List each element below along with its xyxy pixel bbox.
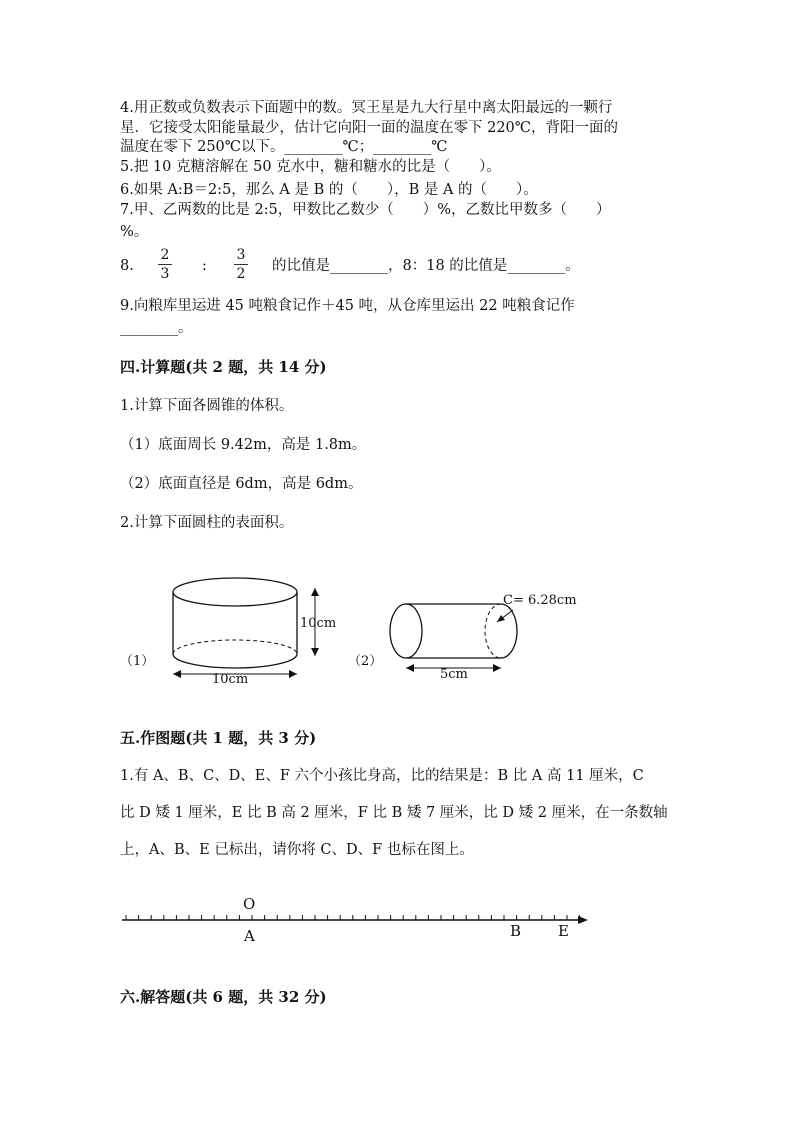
s5-q1-line1: 1.有 A、B、C、D、E、F 六个小孩比身高，比的结果是：B 比 A 高 11 厘米，C — [120, 768, 644, 784]
axis-label-O: O — [243, 895, 256, 913]
axis-label-E: E — [558, 922, 569, 940]
s5-q1-line2: 比 D 矮 1 厘米，E 比 B 高 2 厘米，F 比 B 矮 7 厘米，比 D 矮 2 厘米，在一条数轴 — [120, 805, 668, 821]
q8-rest: 的比值是________，8：18 的比值是________。 — [272, 258, 580, 274]
q9-line2: ________。 — [120, 320, 193, 336]
q7-line1: 7.甲、乙两数的比是 2:5，甲数比乙数少（ ）%，乙数比甲数多（ ） — [120, 202, 611, 218]
fig2-label: （2） — [348, 654, 383, 669]
fraction-bar — [234, 264, 248, 265]
q8-frac1-denominator: 3 — [160, 266, 170, 282]
q4-line3: 温度在零下 250℃以下。________℃；________℃ — [120, 139, 448, 155]
q6: 6.如果 A:B＝2:5，那么 A 是 B 的（ ），B 是 A 的（ ）。 — [120, 182, 538, 198]
fig2-circumference-label: C= 6.28cm — [503, 593, 577, 608]
q8-fraction-1 — [158, 247, 172, 282]
axis-label-B: B — [510, 922, 522, 940]
fig1-height-label: 10cm — [300, 616, 337, 631]
section6-heading: 六.解答题(共 6 题，共 32 分) — [120, 988, 327, 1006]
q7-line2: %。 — [120, 224, 149, 240]
q8-frac1-numerator: 2 — [160, 247, 170, 263]
fraction-bar — [158, 264, 172, 265]
s5-q1-line3: 上，A、B、E 已标出，请你将 C、D、F 也标在图上。 — [120, 842, 474, 858]
s4-q2: 2.计算下面圆柱的表面积。 — [120, 515, 294, 531]
q8-fraction-2 — [234, 247, 248, 282]
q5: 5.把 10 克糖溶解在 50 克水中，糖和糖水的比是（ ）。 — [120, 159, 501, 175]
fig1-width-label: 10cm — [212, 672, 249, 687]
q8-colon: : — [202, 258, 207, 274]
q8-number: 8. — [120, 258, 134, 274]
section4-heading: 四.计算题(共 2 题，共 14 分) — [120, 358, 327, 376]
fig1-label: （1） — [120, 654, 155, 669]
q4-line1: 4.用正数或负数表示下面题中的数。冥王星是九大行星中离太阳最远的一颗行 — [120, 100, 613, 116]
s4-q1-a: （1）底面周长 9.42m，高是 1.8m。 — [120, 437, 367, 453]
q4-line2: 星．它接受太阳能量最少，估计它向阳一面的温度在零下 220℃，背阳一面的 — [120, 120, 619, 136]
axis-label-A: A — [244, 927, 255, 945]
q8-frac2-numerator: 3 — [236, 247, 246, 263]
s4-q1-b: （2）底面直径是 6dm，高是 6dm。 — [120, 476, 363, 492]
number-line — [118, 905, 598, 935]
q8-frac2-denominator: 2 — [236, 266, 246, 282]
s4-q1: 1.计算下面各圆锥的体积。 — [120, 398, 294, 414]
fig2-length-label: 5cm — [440, 667, 468, 682]
section5-heading: 五.作图题(共 1 题，共 3 分) — [120, 729, 317, 747]
q9-line1: 9.向粮库里运进 45 吨粮食记作＋45 吨，从仓库里运出 22 吨粮食记作 — [120, 298, 575, 314]
